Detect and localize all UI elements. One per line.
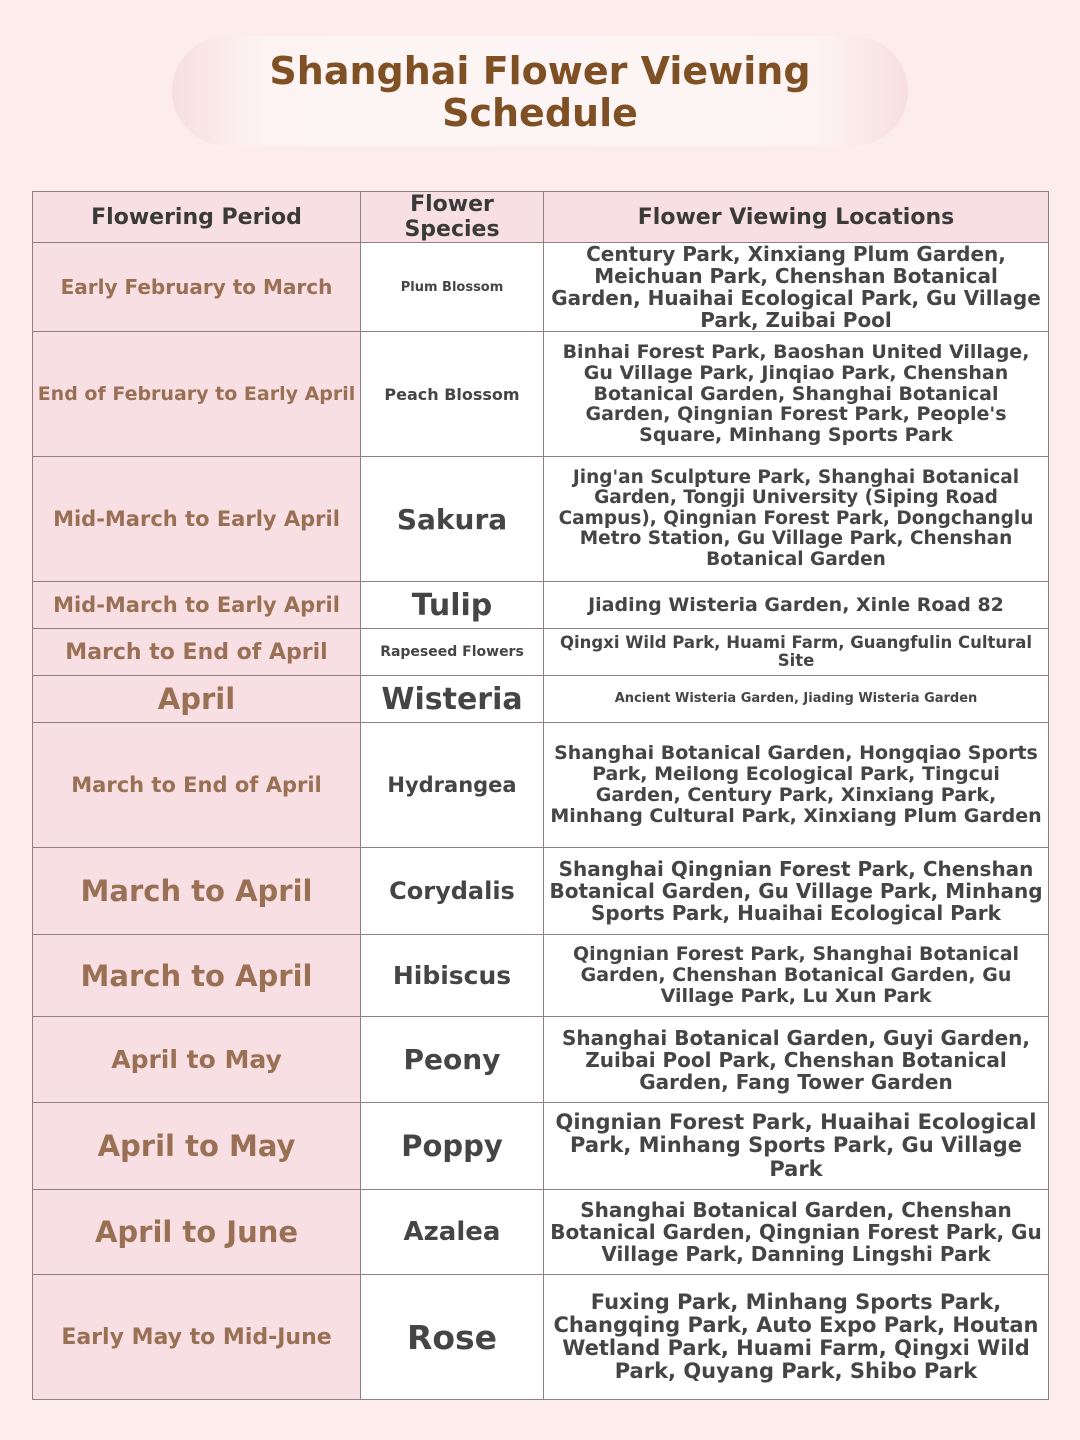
species-cell: Hibiscus (361, 935, 544, 1017)
table-row (33, 629, 1049, 676)
header-flower-species: Flower Species (361, 192, 544, 243)
period-cell: Mid-March to Early April (33, 582, 361, 629)
period-cell: Early May to Mid-June (33, 1275, 361, 1400)
page-title-line-2: Schedule (442, 91, 638, 135)
table-row (33, 676, 1049, 723)
locations-cell: Shanghai Botanical Garden, Chenshan Botanical Garden, Qingnian Forest Park, Gu Village Park, Danning Lingshi Park (544, 1190, 1049, 1275)
table-row (33, 243, 1049, 332)
species-cell: Rose (361, 1275, 544, 1400)
species-cell: Wisteria (361, 676, 544, 723)
page-title (172, 50, 908, 134)
page-title-line-1: Shanghai Flower Viewing (269, 49, 811, 93)
species-cell: Plum Blossom (361, 243, 544, 332)
period-cell: April (33, 676, 361, 723)
header-viewing-locations: Flower Viewing Locations (544, 192, 1049, 243)
locations-cell: Jing'an Sculpture Park, Shanghai Botanical Garden, Tongji University (Siping Road Campus), Qingnian Forest Park, Dongchanglu Metro Station, Gu Village Park, Chenshan Botanical Garden (544, 457, 1049, 582)
period-cell: April to June (33, 1190, 361, 1275)
table-row (33, 582, 1049, 629)
locations-cell: Shanghai Botanical Garden, Guyi Garden, Zuibai Pool Park, Chenshan Botanical Garden, Fang Tower Garden (544, 1017, 1049, 1103)
locations-cell: Shanghai Qingnian Forest Park, Chenshan Botanical Garden, Gu Village Park, Minhang Sports Park, Huaihai Ecological Park (544, 848, 1049, 935)
locations-cell: Fuxing Park, Minhang Sports Park, Changqing Park, Auto Expo Park, Houtan Wetland Park, Huami Farm, Qingxi Wild Park, Quyang Park, Shibo Park (544, 1275, 1049, 1400)
species-cell: Corydalis (361, 848, 544, 935)
table-row (33, 1190, 1049, 1275)
species-cell: Rapeseed Flowers (361, 629, 544, 676)
period-cell: April to May (33, 1017, 361, 1103)
species-cell: Azalea (361, 1190, 544, 1275)
table-row (33, 457, 1049, 582)
locations-cell: Qingnian Forest Park, Huaihai Ecological Park, Minhang Sports Park, Gu Village Park (544, 1103, 1049, 1190)
species-cell: Hydrangea (361, 723, 544, 848)
species-cell: Poppy (361, 1103, 544, 1190)
period-cell: Early February to March (33, 243, 361, 332)
species-cell: Sakura (361, 457, 544, 582)
period-cell: March to April (33, 935, 361, 1017)
header-flowering-period: Flowering Period (33, 192, 361, 243)
table-row (33, 1017, 1049, 1103)
locations-cell: Binhai Forest Park, Baoshan United Village, Gu Village Park, Jinqiao Park, Chenshan Botanical Garden, Shanghai Botanical Garden, Qingnian Forest Park, People's Square, Minhang Sports Park (544, 332, 1049, 457)
period-cell: March to End of April (33, 629, 361, 676)
period-cell: End of February to Early April (33, 332, 361, 457)
locations-cell: Qingxi Wild Park, Huami Farm, Guangfulin Cultural Site (544, 629, 1049, 676)
locations-cell: Ancient Wisteria Garden, Jiading Wisteria Garden (544, 676, 1049, 723)
table-row (33, 1275, 1049, 1400)
period-cell: Mid-March to Early April (33, 457, 361, 582)
table-row (33, 723, 1049, 848)
locations-cell: Jiading Wisteria Garden, Xinle Road 82 (544, 582, 1049, 629)
species-cell: Tulip (361, 582, 544, 629)
period-cell: March to End of April (33, 723, 361, 848)
flower-schedule-table (32, 191, 1049, 1400)
period-cell: March to April (33, 848, 361, 935)
locations-cell: Qingnian Forest Park, Shanghai Botanical Garden, Chenshan Botanical Garden, Gu Village Park, Lu Xun Park (544, 935, 1049, 1017)
species-cell: Peach Blossom (361, 332, 544, 457)
table-row (33, 1103, 1049, 1190)
table-row (33, 935, 1049, 1017)
locations-cell: Shanghai Botanical Garden, Hongqiao Sports Park, Meilong Ecological Park, Tingcui Garden, Century Park, Xinxiang Park, Minhang Cultural Park, Xinxiang Plum Garden (544, 723, 1049, 848)
species-cell: Peony (361, 1017, 544, 1103)
table-row (33, 332, 1049, 457)
locations-cell: Century Park, Xinxiang Plum Garden, Meichuan Park, Chenshan Botanical Garden, Huaihai Ecological Park, Gu Village Park, Zuibai Pool (544, 243, 1049, 332)
table-row (33, 848, 1049, 935)
table-header-row (33, 192, 1049, 243)
period-cell: April to May (33, 1103, 361, 1190)
